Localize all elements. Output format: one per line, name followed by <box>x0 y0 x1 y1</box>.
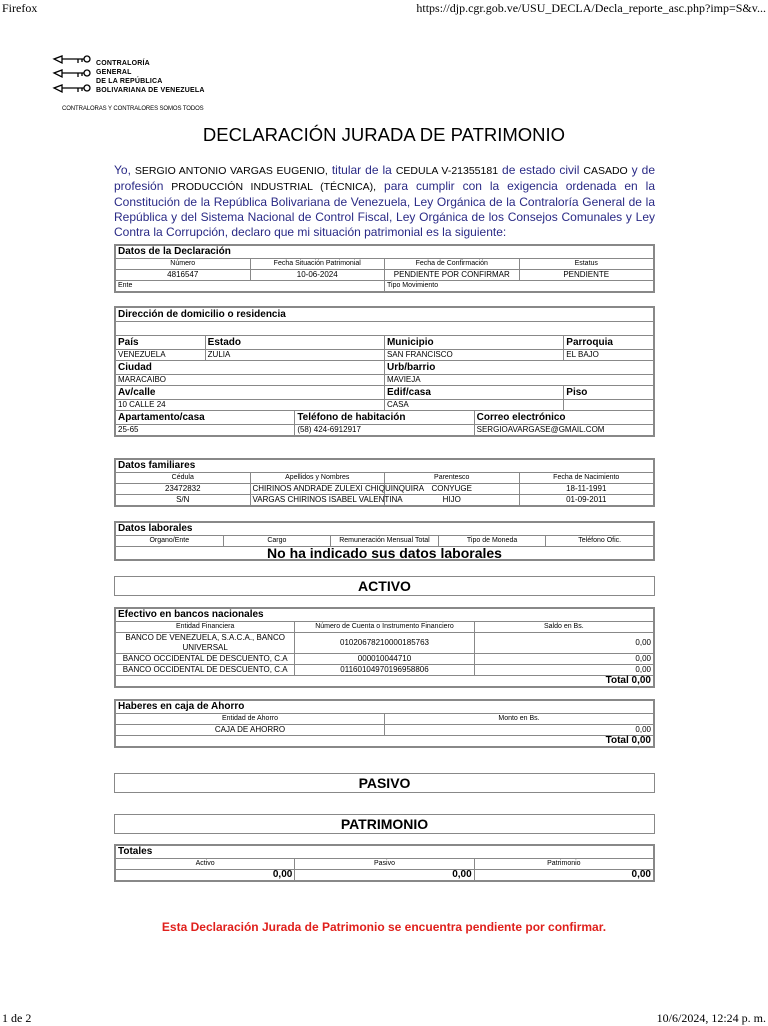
efectivo-section: Efectivo en bancos nacionales Entidad Financiera Número de Cuenta o Instrumento Financiero Saldo en Bs. BANCO DE VENEZUELA, S.A.C.A., BANCO UNIVERSAL 01020678210000185763 0,00 BANCO OCCIDENTAL DE DESCUENTO, C.A 000010044710 0,00 BANCO OCCIDENTAL DE DESCUENTO, C.A 01160104970196958806 0,00 Total 0,00 <box>114 607 655 688</box>
total-pasivo: 0,00 <box>295 870 474 881</box>
laborales-empty-message: No ha indicado sus datos laborales <box>116 547 654 560</box>
efectivo-total: Total 0,00 <box>116 676 654 687</box>
section-title: Datos laborales <box>116 523 654 536</box>
section-title: Totales <box>116 846 654 859</box>
declaracion-section: Datos de la Declaración Número Fecha Situación Patrimonial Fecha de Confirmación Estatus 4816547 10-06-2024 PENDIENTE POR CONFIRMAR PENDIENTE Ente Tipo Movimiento <box>114 244 655 293</box>
correo-value: SERGIOAVARGASE@GMAIL.COM <box>474 425 653 436</box>
numero-value: 4816547 <box>116 270 251 281</box>
familiares-section: Datos familiares Cédula Apellidos y Nombres Parentesco Fecha de Nacimiento 23472832 CHIRINOS ANDRADE ZULEXI CHIQUINQUIRA CONYUGE 18-11-1991 S/N VARGAS CHIRINOS ISABEL VALENTINA HIJO 01-09-2011 <box>114 458 655 507</box>
keys-emblem-icon <box>52 55 96 103</box>
tipo-movimiento-label: Tipo Movimiento <box>385 281 654 292</box>
urb-value: MAVIEJA <box>384 375 653 386</box>
activo-heading: ACTIVO <box>114 576 655 596</box>
av-value: 10 CALLE 24 <box>116 400 385 411</box>
logo-tagline: CONTRALORAS Y CONTRALORES SOMOS TODOS <box>62 106 204 112</box>
fecha-confirmacion-value: PENDIENTE POR CONFIRMAR <box>385 270 520 281</box>
section-title: Efectivo en bancos nacionales <box>116 609 654 622</box>
municipio-value: SAN FRANCISCO <box>384 350 563 361</box>
apto-value: 25-65 <box>116 425 295 436</box>
piso-value <box>564 400 654 411</box>
section-title: Haberes en caja de Ahorro <box>116 701 654 714</box>
page-number: 1 de 2 <box>2 1011 32 1025</box>
pais-value: VENEZUELA <box>116 350 206 361</box>
table-row: BANCO OCCIDENTAL DE DESCUENTO, C.A 000010044710 0,00 <box>116 654 654 665</box>
ahorro-section: Haberes en caja de Ahorro Entidad de Ahorro Monto en Bs. CAJA DE AHORRO 0,00 Total 0,00 <box>114 699 655 748</box>
page-title: DECLARACIÓN JURADA DE PATRIMONIO <box>202 124 566 145</box>
section-title: Dirección de domicilio o residencia <box>116 308 654 322</box>
ente-label: Ente <box>116 281 385 292</box>
table-row: S/N VARGAS CHIRINOS ISABEL VALENTINA HIJO 01-09-2011 <box>116 495 654 506</box>
total-patrimonio: 0,00 <box>474 870 653 881</box>
pasivo-heading: PASIVO <box>114 773 655 793</box>
telefono-value: (58) 424-6912917 <box>295 425 474 436</box>
estatus-value: PENDIENTE <box>519 270 654 281</box>
pending-warning: Esta Declaración Jurada de Patrimonio se encuentra pendiente por confirmar. <box>161 920 607 934</box>
edif-value: CASA <box>384 400 563 411</box>
logo-text: CONTRALORÍA GENERAL DE LA REPÚBLICA BOLIVARIANA DE VENEZUELA <box>96 60 205 94</box>
table-row: CAJA DE AHORRO 0,00 <box>116 725 654 736</box>
patrimonio-heading: PATRIMONIO <box>114 814 655 834</box>
print-datetime: 10/6/2024, 12:24 p. m. <box>656 1011 766 1025</box>
table-row: 23472832 CHIRINOS ANDRADE ZULEXI CHIQUINQUIRA CONYUGE 18-11-1991 <box>116 484 654 495</box>
total-activo: 0,00 <box>116 870 295 881</box>
laborales-section: Datos laborales Organo/Ente Cargo Remuneración Mensual Total Tipo de Moneda Teléfono Ofic. No ha indicado sus datos laborales <box>114 521 655 561</box>
fecha-situacion-value: 10-06-2024 <box>250 270 385 281</box>
domicilio-section: Dirección de domicilio o residencia País Estado Municipio Parroquia VENEZUELA ZULIA SAN FRANCISCO EL BAJO Ciudad Urb/barrio MARACAIBO MAVIEJA Av/calle Edif/casa Piso 10 CALLE 24 CASA Apartamento/casa Teléfono de habitación Correo electrónico 25-65 (58) 424-6912917 SERGIOAVARGASE@GMAIL.COM <box>114 306 655 437</box>
cgr-logo <box>52 55 212 117</box>
ciudad-value: MARACAIBO <box>116 375 385 386</box>
parroquia-value: EL BAJO <box>564 350 654 361</box>
browser-name: Firefox <box>2 1 38 15</box>
section-title: Datos de la Declaración <box>116 246 654 259</box>
ahorro-total: Total 0,00 <box>116 736 654 747</box>
totales-section: Totales Activo Pasivo Patrimonio 0,00 0,00 0,00 <box>114 844 655 882</box>
intro-paragraph: Yo, SERGIO ANTONIO VARGAS EUGENIO, titular de la CEDULA V-21355181 de estado civil CASADO y de profesión PRODUCCIÓN INDUSTRIAL (TÉCNICA), para cumplir con la exigencia ordenada en la Constitución de la República Bolivariana de Venezuela, Ley Orgánica de la Contraloría General de la República y del Sistema Nacional de Control Fiscal, Ley Orgánica de los Consejos Comunales y Ley Contra la Corrupción, declaro que mi situación patrimonial es la siguiente: <box>114 163 656 239</box>
estado-value: ZULIA <box>205 350 384 361</box>
table-row: BANCO OCCIDENTAL DE DESCUENTO, C.A 01160104970196958806 0,00 <box>116 665 654 676</box>
page-url: https://djp.cgr.gob.ve/USU_DECLA/Decla_reporte_asc.php?imp=S&v... <box>416 1 766 15</box>
section-title: Datos familiares <box>116 460 654 473</box>
table-row: BANCO DE VENEZUELA, S.A.C.A., BANCO UNIVERSAL 01020678210000185763 0,00 <box>116 633 654 654</box>
